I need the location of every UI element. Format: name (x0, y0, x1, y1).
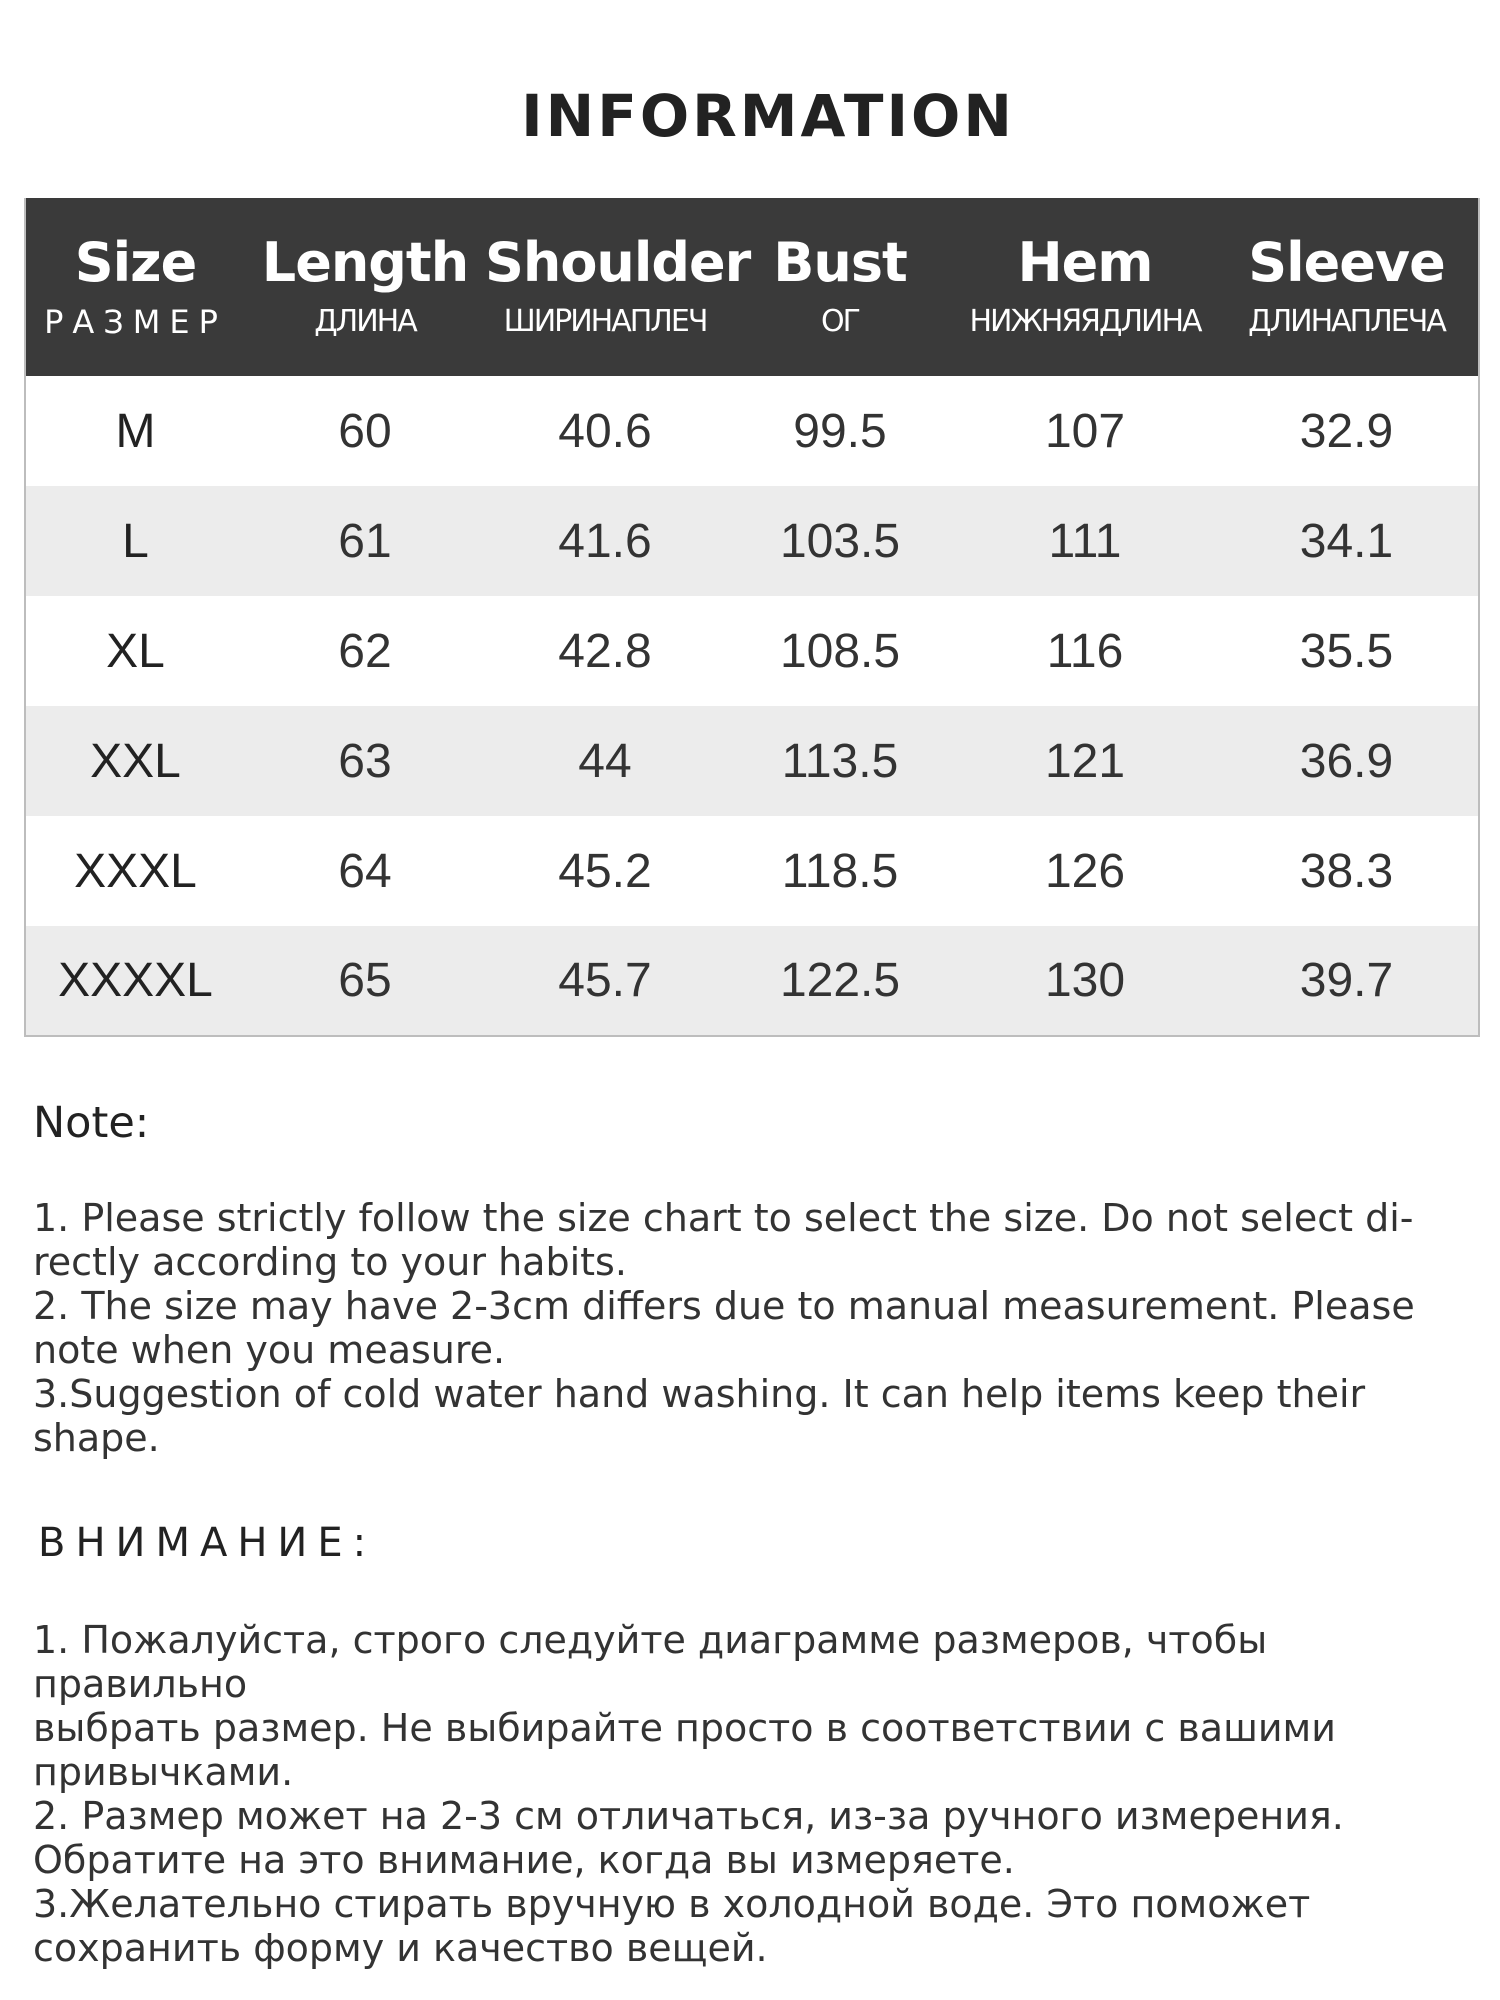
note-line: 1. Please strictly follow the size chart to select the size. Do not select di- (33, 1196, 1414, 1240)
shoulder-cell: 45.2 (558, 844, 652, 898)
sleeve-cell: 39.7 (1299, 954, 1394, 1007)
shoulder-cell: 45.7 (558, 954, 652, 1007)
note-heading: Note: (33, 1098, 150, 1148)
sleeve-cell: 32.9 (1299, 404, 1394, 458)
hem-cell: 107 (1044, 404, 1126, 458)
column-header-sleeve (1215, 198, 1479, 376)
sleeve-cell: 35.5 (1299, 624, 1394, 678)
shoulder-cell: 40.6 (558, 404, 652, 458)
size-chart-table (24, 198, 1480, 1037)
size-cell: XL (106, 624, 165, 678)
note-line: сохранить форму и качество вещей. (33, 1926, 768, 1970)
table-header-row (25, 198, 1479, 376)
bust-cell: 118.5 (781, 844, 899, 898)
table-row (25, 926, 1479, 1036)
note-english (33, 1098, 1473, 1460)
table-row (25, 706, 1479, 816)
note-line: shape. (33, 1416, 160, 1460)
note-list (33, 1618, 1478, 1970)
size-cell: L (122, 514, 149, 568)
note-line: выбрать размер. Не выбирайте просто в соответствии с вашими (33, 1706, 1336, 1750)
size-cell: XXL (90, 734, 181, 788)
note-line: rectly according to your habits. (33, 1240, 627, 1284)
sleeve-cell: 34.1 (1299, 514, 1394, 568)
note-list (33, 1196, 1473, 1460)
table-row (25, 376, 1479, 486)
note-line: привычками. (33, 1750, 294, 1794)
column-header-sublabel: ШИРИНАПЛЕЧ (503, 304, 707, 339)
hem-cell: 116 (1046, 624, 1124, 678)
column-header-label: Bust (773, 231, 907, 294)
note-line: 1. Пожалуйста, строго следуйте диаграмме размеров, чтобы правильно (33, 1618, 1268, 1706)
length-cell: 62 (338, 624, 392, 678)
table-row (25, 486, 1479, 596)
shoulder-cell: 42.8 (558, 624, 652, 678)
column-header-label: Size (74, 231, 197, 294)
size-cell: M (115, 404, 156, 458)
length-cell: 63 (338, 734, 392, 788)
bust-cell: 103.5 (779, 514, 901, 568)
hem-cell: 111 (1048, 514, 1122, 568)
column-header-label: Hem (1017, 231, 1153, 294)
column-header-bust (725, 198, 955, 376)
column-header-sublabel: РАЗМЕР (44, 303, 227, 341)
bust-cell: 113.5 (781, 734, 899, 788)
length-cell: 64 (338, 844, 392, 898)
column-header-length (245, 198, 485, 376)
note-line: Обратите на это внимание, когда вы измеряете. (33, 1838, 1015, 1882)
table-row (25, 816, 1479, 926)
column-header-sublabel: ДЛИНА (314, 304, 416, 339)
column-header-size (25, 198, 245, 376)
column-header-hem (955, 198, 1215, 376)
length-cell: 60 (338, 404, 392, 458)
note-line: 3.Suggestion of cold water hand washing. It can help items keep their (33, 1372, 1366, 1416)
shoulder-cell: 44 (578, 734, 632, 788)
table-row (25, 596, 1479, 706)
shoulder-cell: 41.6 (558, 514, 652, 568)
column-header-shoulder (485, 198, 751, 376)
column-header-label: Shoulder (485, 231, 751, 294)
note-russian (33, 1520, 1478, 1970)
size-cell: XXXL (74, 844, 197, 898)
size-cell: XXXXL (58, 954, 213, 1007)
column-header-label: Length (261, 231, 469, 294)
note-heading: ВНИМАНИЕ: (38, 1520, 377, 1566)
column-header-label: Sleeve (1248, 231, 1445, 294)
column-header-sublabel: ОГ (821, 304, 859, 339)
bust-cell: 99.5 (793, 404, 887, 458)
bust-cell: 122.5 (779, 954, 901, 1007)
length-cell: 61 (338, 514, 392, 568)
column-header-sublabel: НИЖНЯЯДЛИНА (969, 304, 1201, 339)
page-title: INFORMATION (521, 82, 1015, 150)
column-header-sublabel: ДЛИНАПЛЕЧА (1248, 304, 1445, 339)
note-line: 2. Размер может на 2-3 см отличаться, из-за ручного измерения. (33, 1794, 1344, 1838)
length-cell: 65 (338, 954, 392, 1007)
sleeve-cell: 38.3 (1299, 844, 1394, 898)
note-line: 2. The size may have 2-3cm differs due to manual measurement. Please (33, 1284, 1415, 1328)
sleeve-cell: 36.9 (1299, 734, 1394, 788)
hem-cell: 130 (1044, 954, 1126, 1007)
hem-cell: 121 (1044, 734, 1126, 788)
note-line: note when you measure. (33, 1328, 506, 1372)
bust-cell: 108.5 (779, 624, 901, 678)
note-line: 3.Желательно стирать вручную в холодной воде. Это поможет (33, 1882, 1311, 1926)
hem-cell: 126 (1044, 844, 1126, 898)
